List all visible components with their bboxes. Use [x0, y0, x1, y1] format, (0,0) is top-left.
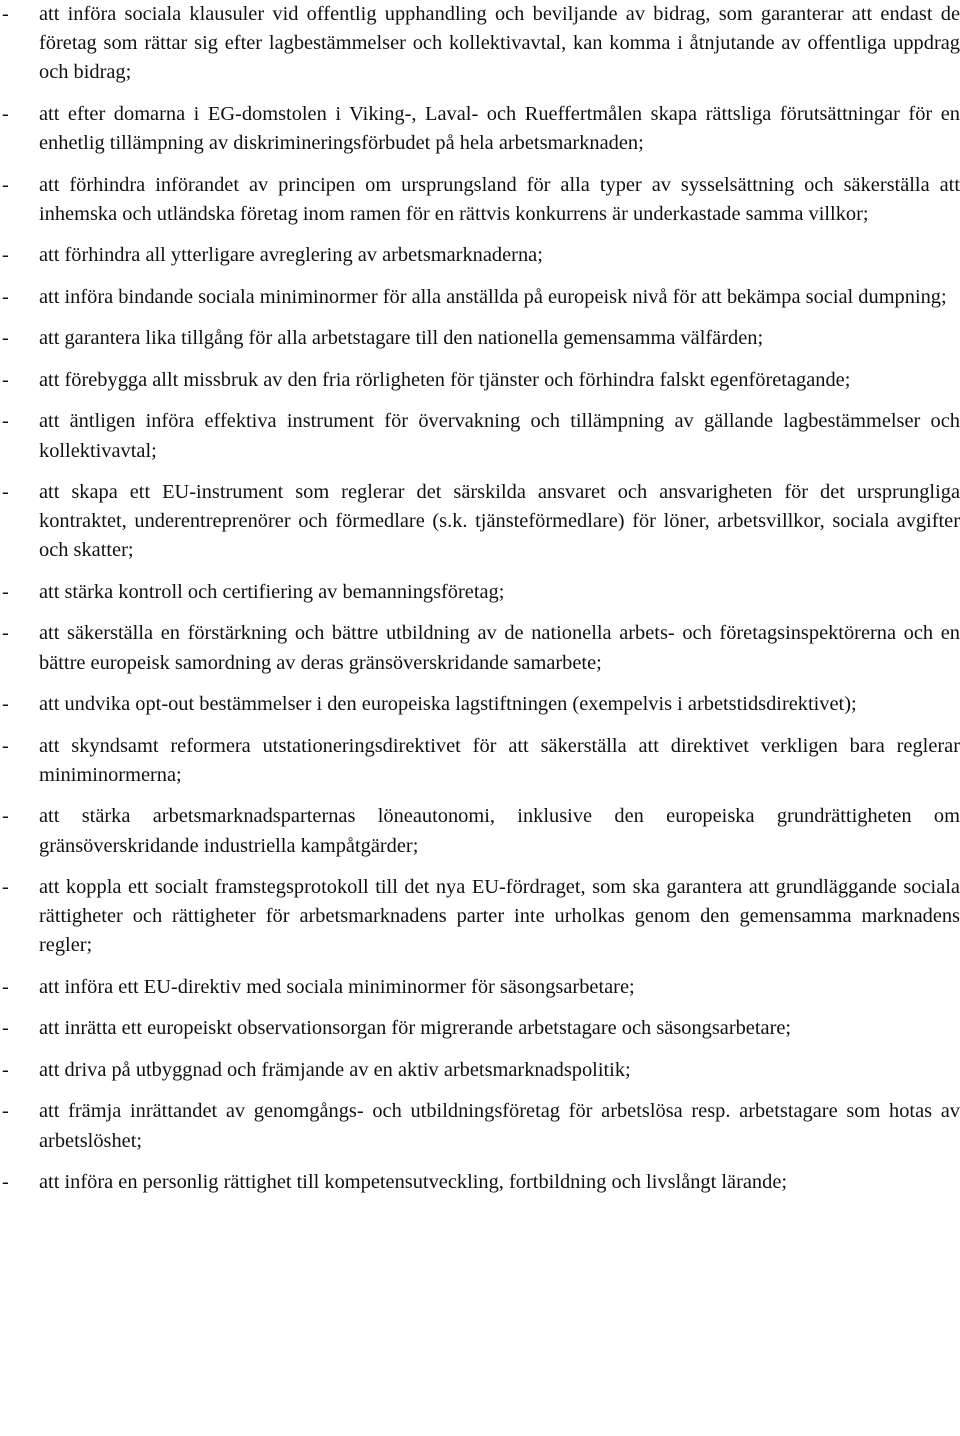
list-item-dash: - — [2, 734, 9, 757]
list-item-dash: - — [2, 368, 9, 391]
list-item — [0, 283, 960, 312]
list-item-text: att koppla ett socialt framstegsprotokoll till det nya EU-fördraget, som ska garantera att grundläggande sociala rättigheter och rättigheter för arbetsmarknadens parter inte urholkas genom den gemensamma marknadens regler; — [39, 876, 960, 957]
list-item-dash: - — [2, 1058, 9, 1081]
list-item — [0, 407, 960, 465]
list-item-text: att förhindra införandet av principen om ursprungsland för alla typer av sysselsättning och säkerställa att inhemska och utländska företag inom ramen för en rättvis konkurrens är underkastade samma villkor; — [39, 173, 960, 225]
list-item-text: att säkerställa en förstärkning och bättre utbildning av de nationella arbets- och företagsinspektörerna och en bättre europeisk samordning av deras gränsöverskridande samarbete; — [39, 622, 960, 674]
list-item — [0, 1014, 960, 1043]
list-item — [0, 802, 960, 860]
list-item-dash: - — [2, 173, 9, 196]
list-item-dash: - — [2, 244, 9, 267]
list-item-text: att skapa ett EU-instrument som reglerar det särskilda ansvaret och ansvarigheten för det ursprungliga kontraktet, underentreprenörer och förmedlare (s.k. tjänsteförmedlare) för löner, arbetsvillkor, sociala avgifter och skatter; — [39, 481, 960, 562]
list-item-text: att förebygga allt missbruk av den fria rörligheten för tjänster och förhindra falskt egenföretagande; — [39, 368, 851, 391]
list-item — [0, 619, 960, 677]
list-item-dash: - — [2, 410, 9, 433]
list-item-text: att inrätta ett europeiskt observationsorgan för migrerande arbetstagare och säsongsarbetare; — [39, 1017, 792, 1040]
list-item-dash: - — [2, 693, 9, 716]
list-item-text: att införa bindande sociala miniminormer för alla anställda på europeisk nivå för att bekämpa social dumpning; — [39, 285, 947, 308]
list-item-dash: - — [2, 580, 9, 603]
list-item-dash: - — [2, 327, 9, 350]
list-item-dash: - — [2, 3, 9, 25]
list-item — [0, 973, 960, 1002]
list-item-text: att efter domarna i EG-domstolen i Viking-, Laval- och Rueffertmålen skapa rättsliga förutsättningar för en enhetlig tillämpning av diskrimineringsförbudet på hela arbetsmarknaden; — [39, 102, 960, 155]
list-item-dash: - — [2, 975, 9, 998]
list-item — [0, 100, 960, 158]
list-item-text: att främja inrättandet av genomgångs- och utbildningsföretag för arbetslösa resp. arbetstagare som hotas av arbetslöshet; — [39, 1100, 960, 1152]
list-item-dash: - — [2, 805, 9, 828]
list-item-text: att skyndsamt reformera utstationeringsdirektivet för att säkerställa att direktivet verkligen bara reglerar miniminormerna; — [39, 734, 960, 786]
list-item — [0, 478, 960, 566]
list-item-dash: - — [2, 876, 9, 899]
list-item-dash: - — [2, 1100, 9, 1123]
list-item-dash: - — [2, 102, 9, 125]
list-item — [0, 324, 960, 353]
list-item-text: att driva på utbyggnad och främjande av en aktiv arbetsmarknadspolitik; — [39, 1058, 631, 1081]
list-item-dash: - — [2, 285, 9, 308]
list-item — [0, 1056, 960, 1085]
list-item — [0, 1097, 960, 1155]
list-item — [0, 0, 960, 88]
list-item-text: att införa en personlig rättighet till kompetensutveckling, fortbildning och livslångt lärande; — [39, 1171, 788, 1194]
list-item — [0, 366, 960, 395]
list-item-dash: - — [2, 481, 9, 504]
list-item — [0, 241, 960, 270]
list-item — [0, 732, 960, 790]
list-item — [0, 690, 960, 719]
list-item-dash: - — [2, 622, 9, 645]
list-item-text: att förhindra all ytterligare avreglering av arbetsmarknaderna; — [39, 244, 543, 267]
list-item — [0, 578, 960, 607]
list-item-text: att garantera lika tillgång för alla arbetstagare till den nationella gemensamma välfärden; — [39, 327, 764, 350]
list-item-text: att stärka kontroll och certifiering av bemanningsföretag; — [39, 580, 505, 603]
list-item-dash: - — [2, 1171, 9, 1194]
list-item-text: att äntligen införa effektiva instrument för övervakning och tillämpning av gällande lagbestämmelser och kollektivavtal; — [39, 410, 960, 462]
list-item-text: att införa ett EU-direktiv med sociala miniminormer för säsongsarbetare; — [39, 975, 635, 998]
list-item — [0, 1168, 960, 1197]
list-item — [0, 171, 960, 229]
list-item — [0, 873, 960, 961]
list-item-text: att införa sociala klausuler vid offentlig upphandling och beviljande av bidrag, som garanterar att endast de företag som rättar sig efter lagbestämmelser och kollektivavtal, kan komma i åtnjutande av offentliga uppdrag och bidrag; — [39, 3, 960, 84]
list-item-dash: - — [2, 1017, 9, 1040]
list-item-text: att stärka arbetsmarknadsparternas löneautonomi, inklusive den europeiska grundrättigheten om gränsöverskridande industriella kampåtgärder; — [39, 805, 960, 857]
list-item-text: att undvika opt-out bestämmelser i den europeiska lagstiftningen (exempelvis i arbetstidsdirektivet); — [39, 693, 857, 716]
